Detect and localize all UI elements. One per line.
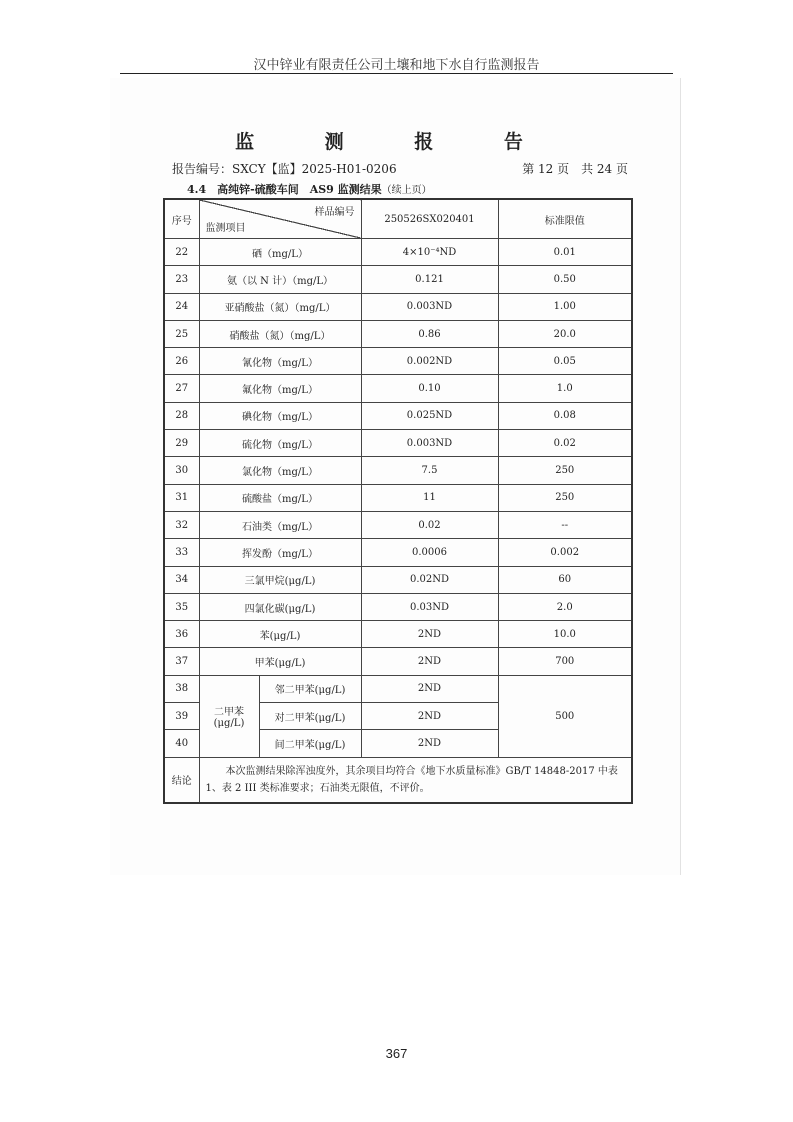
row-seq: 27 xyxy=(164,375,199,402)
row-value: 0.03ND xyxy=(361,593,498,620)
row-item: 甲苯(μg/L) xyxy=(199,648,361,675)
row-item: 氯化物（mg/L） xyxy=(199,457,361,484)
results-table xyxy=(163,198,633,804)
header-diagonal-cell xyxy=(199,199,361,239)
table-row xyxy=(164,621,632,648)
row-seq: 24 xyxy=(164,293,199,320)
row-item: 氨（以 N 计）（mg/L） xyxy=(199,266,361,293)
xylene-group-unit: (μg/L) xyxy=(213,718,245,730)
row-limit: 0.01 xyxy=(498,239,632,266)
row-limit: 60 xyxy=(498,566,632,593)
table-row xyxy=(164,239,632,266)
table-row xyxy=(164,402,632,429)
row-limit: 0.08 xyxy=(498,402,632,429)
row-item: 对二甲苯(μg/L) xyxy=(259,703,361,730)
row-seq: 36 xyxy=(164,621,199,648)
table-row xyxy=(164,511,632,538)
row-limit: 0.05 xyxy=(498,348,632,375)
table-row xyxy=(164,375,632,402)
row-item: 四氯化碳(μg/L) xyxy=(199,593,361,620)
row-seq: 25 xyxy=(164,320,199,347)
row-value: 0.02 xyxy=(361,511,498,538)
row-limit: -- xyxy=(498,511,632,538)
table-row xyxy=(164,457,632,484)
row-item: 邻二甲苯(μg/L) xyxy=(259,675,361,702)
table-row xyxy=(164,648,632,675)
xylene-group-cell xyxy=(199,675,259,757)
row-value: 7.5 xyxy=(361,457,498,484)
row-value: 0.10 xyxy=(361,375,498,402)
conclusion-text: 本次监测结果除浑浊度外，其余项目均符合《地下水质量标准》GB/T 14848-2017 中表 1、表 2 III 类标准要求；石油类无限值，不评价。 xyxy=(199,757,632,803)
row-limit: 250 xyxy=(498,457,632,484)
row-value: 2ND xyxy=(361,703,498,730)
row-value: 0.003ND xyxy=(361,430,498,457)
row-seq: 34 xyxy=(164,566,199,593)
table-row xyxy=(164,320,632,347)
row-item: 硫酸盐（mg/L） xyxy=(199,484,361,511)
row-value: 0.003ND xyxy=(361,293,498,320)
table-row xyxy=(164,266,632,293)
row-value: 0.0006 xyxy=(361,539,498,566)
header-seq: 序号 xyxy=(164,199,199,239)
row-item: 碘化物（mg/L） xyxy=(199,402,361,429)
row-value: 2ND xyxy=(361,648,498,675)
table-row xyxy=(164,593,632,620)
row-limit: 0.002 xyxy=(498,539,632,566)
row-value: 11 xyxy=(361,484,498,511)
row-limit: 1.0 xyxy=(498,375,632,402)
row-value: 0.02ND xyxy=(361,566,498,593)
row-limit: 0.50 xyxy=(498,266,632,293)
row-value: 2ND xyxy=(361,730,498,757)
xylene-limit: 500 xyxy=(498,675,632,757)
header-sample-label: 样品编号 xyxy=(314,207,355,218)
row-item: 石油类（mg/L） xyxy=(199,511,361,538)
conclusion-label: 结论 xyxy=(164,757,199,803)
row-seq: 31 xyxy=(164,484,199,511)
row-item: 氟化物（mg/L） xyxy=(199,375,361,402)
table-row xyxy=(164,566,632,593)
row-seq: 28 xyxy=(164,402,199,429)
running-header: 汉中锌业有限责任公司土壤和地下水自行监测报告 xyxy=(253,58,540,73)
table-row xyxy=(164,484,632,511)
report-number: 报告编号：SXCY【监】2025-H01-0206 xyxy=(172,162,397,176)
row-seq: 30 xyxy=(164,457,199,484)
header-item-label: 监测项目 xyxy=(205,223,246,234)
row-limit: 1.00 xyxy=(498,293,632,320)
row-seq: 26 xyxy=(164,348,199,375)
row-seq: 33 xyxy=(164,539,199,566)
row-item: 亚硝酸盐（氮）（mg/L） xyxy=(199,293,361,320)
row-item: 间二甲苯(μg/L) xyxy=(259,730,361,757)
xylene-group-label: 二甲苯 xyxy=(214,707,244,719)
section-title xyxy=(187,181,432,197)
row-seq: 38 xyxy=(164,675,199,702)
table-row xyxy=(164,293,632,320)
doc-title: 监 测 报 告 xyxy=(235,131,555,153)
row-limit: 250 xyxy=(498,484,632,511)
row-seq: 22 xyxy=(164,239,199,266)
row-value: 0.002ND xyxy=(361,348,498,375)
row-value: 0.121 xyxy=(361,266,498,293)
row-limit: 20.0 xyxy=(498,320,632,347)
row-value: 2ND xyxy=(361,675,498,702)
row-item: 硝酸盐（氮）（mg/L） xyxy=(199,320,361,347)
row-limit: 700 xyxy=(498,648,632,675)
row-item: 苯(μg/L) xyxy=(199,621,361,648)
row-seq: 37 xyxy=(164,648,199,675)
row-limit: 2.0 xyxy=(498,593,632,620)
page-info: 第 12 页 共 24 页 xyxy=(522,162,628,176)
row-seq: 40 xyxy=(164,730,199,757)
row-limit: 10.0 xyxy=(498,621,632,648)
conclusion-row xyxy=(164,757,632,803)
table-row xyxy=(164,539,632,566)
row-seq: 23 xyxy=(164,266,199,293)
row-item: 三氯甲烷(μg/L) xyxy=(199,566,361,593)
row-value: 4×10⁻⁴ND xyxy=(361,239,498,266)
row-item: 硒（mg/L） xyxy=(199,239,361,266)
row-item: 挥发酚（mg/L） xyxy=(199,539,361,566)
table-header-row xyxy=(164,199,632,239)
row-item: 硫化物（mg/L） xyxy=(199,430,361,457)
section-title-text: 4.4 高纯锌-硫酸车间 AS9 监测结果 xyxy=(187,183,382,196)
row-value: 0.86 xyxy=(361,320,498,347)
row-limit: 0.02 xyxy=(498,430,632,457)
table-row xyxy=(164,430,632,457)
table-row xyxy=(164,675,632,702)
header-limit: 标准限值 xyxy=(498,199,632,239)
section-continued: （续上页） xyxy=(381,185,432,196)
row-value: 2ND xyxy=(361,621,498,648)
row-seq: 29 xyxy=(164,430,199,457)
row-seq: 39 xyxy=(164,703,199,730)
row-value: 0.025ND xyxy=(361,402,498,429)
page-number: 367 xyxy=(385,1046,408,1061)
row-item: 氰化物（mg/L） xyxy=(199,348,361,375)
header-rule xyxy=(120,73,673,74)
table-row xyxy=(164,348,632,375)
row-seq: 32 xyxy=(164,511,199,538)
header-sample-id: 250526SX020401 xyxy=(361,199,498,239)
row-seq: 35 xyxy=(164,593,199,620)
